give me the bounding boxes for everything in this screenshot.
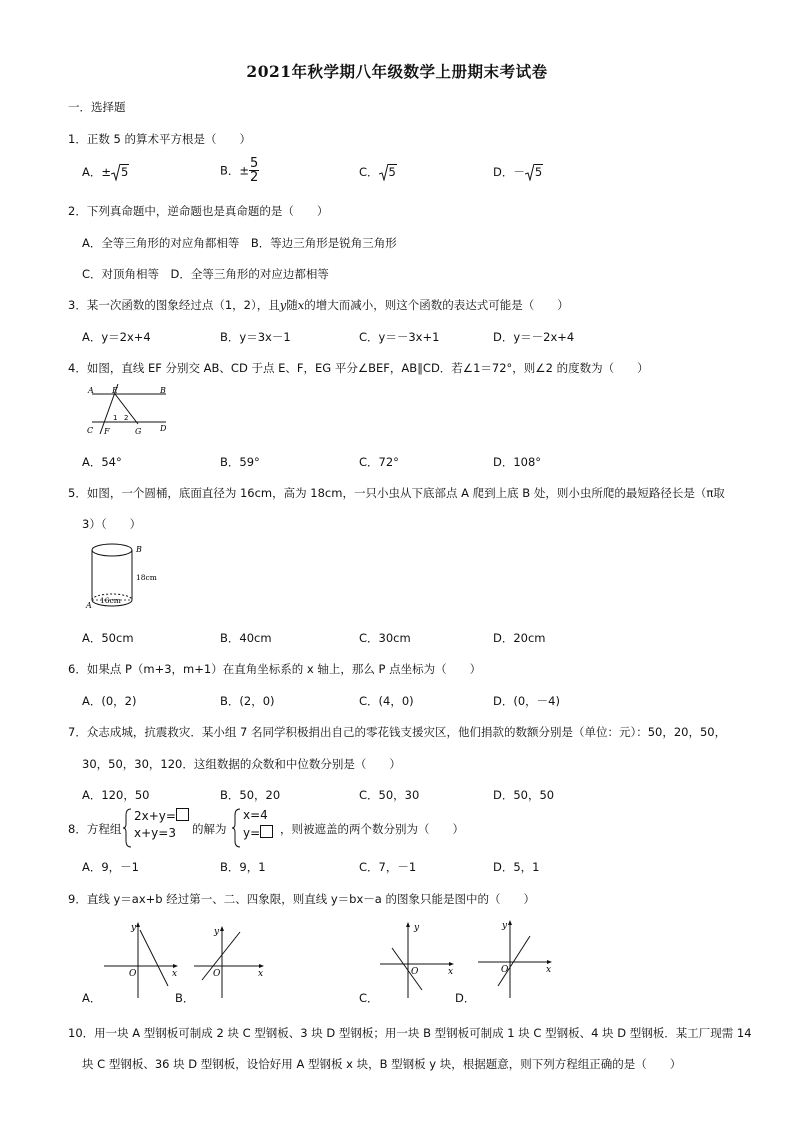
q3-var-x: x <box>297 298 305 312</box>
q7-option-d[interactable]: D．50，50 <box>493 788 555 802</box>
q4-option-a[interactable]: A．54° <box>82 455 122 469</box>
question-3 <box>68 297 569 313</box>
question-5-line-2: 3）（ ） <box>82 517 142 531</box>
q9-graph-a <box>102 918 182 998</box>
sqrt-symbol <box>111 164 129 179</box>
axis-y-label: y <box>502 921 508 931</box>
question-7-line-2: 30，50，30，120．这组数据的众数和中位数分别是（ ） <box>82 757 401 771</box>
question-5-line-1: 5．如图，一个圆桶，底面直径为 16cm，高为 18cm，一只小虫从下底部点 A 爬到上底 B 处，则小虫所爬的最短路径长是（π取 <box>68 486 725 500</box>
q2-options-ab[interactable]: A．全等三角形的对应角都相等 B．等边三角形是锐角三角形 <box>82 236 397 250</box>
q9-option-a[interactable]: A． <box>82 991 102 1005</box>
q7-option-b[interactable]: B．50，20 <box>220 788 281 802</box>
q3-text-mid: 随 <box>286 298 298 312</box>
q9-option-b[interactable]: B． <box>175 991 195 1005</box>
q7-option-a[interactable]: A．120，50 <box>82 788 150 802</box>
label-B: B <box>136 545 142 554</box>
q8-option-c[interactable]: C．7，－1 <box>359 860 417 874</box>
covered-box-icon <box>260 825 273 838</box>
origin-label: O <box>411 967 419 977</box>
fraction <box>249 157 259 184</box>
q4-option-d[interactable]: D．108° <box>493 455 542 469</box>
q9-graph-d <box>476 918 556 998</box>
q3-text-pre: 3．某一次函数的图象经过点（1，2），且 <box>68 298 280 312</box>
q9-graph-b <box>192 918 272 998</box>
q1-option-b-label: B．± <box>220 163 250 178</box>
q9-graph-c <box>378 918 458 998</box>
q9-option-c[interactable]: C． <box>359 991 379 1005</box>
q1-option-b[interactable] <box>220 157 259 184</box>
label-B: B <box>160 386 166 395</box>
q8-option-a[interactable]: A．9，－1 <box>82 860 139 874</box>
question-10-line-1: 10．用一块 A 型钢板可制成 2 块 C 型钢板、3 块 D 型钢板；用一块 B 型钢板可制成 1 块 C 型钢板、4 块 D 型钢板．某工厂现需 14 <box>68 1026 752 1040</box>
axis-y-label: y <box>131 923 137 933</box>
origin-label: O <box>501 965 509 975</box>
radical-icon <box>379 164 388 181</box>
sqrt-symbol <box>379 164 397 179</box>
label-F: F <box>104 427 110 436</box>
q8-option-d[interactable]: D．5，1 <box>493 860 540 874</box>
label-diameter: 16cm <box>100 596 121 605</box>
q2-options-cd[interactable]: C．对顶角相等 D．全等三角形的对应边都相等 <box>82 267 329 281</box>
q6-option-b[interactable]: B．(2，0) <box>220 694 275 708</box>
question-2: 2．下列真命题中，逆命题也是真命题的是（ ） <box>68 204 329 218</box>
label-E: E <box>112 386 118 395</box>
left-brace-icon <box>122 808 132 848</box>
numerator: 5 <box>250 156 259 171</box>
radical-icon <box>525 164 534 181</box>
q5-cylinder-figure <box>84 540 164 614</box>
denominator: 2 <box>250 170 259 185</box>
sqrt-symbol <box>525 164 543 179</box>
q3-option-b[interactable]: B．y＝3x－1 <box>220 330 291 344</box>
axis-x-label: x <box>448 967 454 977</box>
q1-option-a[interactable] <box>82 164 129 180</box>
label-D: D <box>160 424 167 433</box>
solution-2: y= <box>243 826 261 840</box>
left-brace-icon <box>231 808 241 848</box>
question-8-suffix: ，则被遮盖的两个数分别为（ ） <box>280 822 464 836</box>
q3-option-c[interactable]: C．y＝－3x+1 <box>359 330 440 344</box>
q1-option-c-label: C． <box>359 165 379 179</box>
question-6: 6．如果点 P（m+3，m+1）在直角坐标系的 x 轴上，那么 P 点坐标为（ ） <box>68 662 482 676</box>
label-A: A <box>88 386 94 395</box>
label-G: G <box>135 427 142 436</box>
q6-option-d[interactable]: D．(0，－4) <box>493 694 560 708</box>
question-4: 4．如图，直线 EF 分别交 AB、CD 于点 E、F，EG 平分∠BEF，AB∥CD．若∠1＝72°，则∠2 的度数为（ ） <box>68 361 649 375</box>
axis-x-label: x <box>546 965 552 975</box>
axis-x-label: x <box>172 969 178 979</box>
q9-option-d[interactable]: D． <box>455 991 476 1005</box>
q5-option-a[interactable]: A．50cm <box>82 631 134 645</box>
axis-x-label: x <box>258 969 264 979</box>
axis-y-label: y <box>214 927 220 937</box>
q5-option-d[interactable]: D．20cm <box>493 631 546 645</box>
radical-icon <box>111 164 120 181</box>
question-9: 9．直线 y＝ax+b 经过第一、二、四象限，则直线 y＝bx－a 的图象只能是图中的（ ） <box>68 892 535 906</box>
q4-option-b[interactable]: B．59° <box>220 455 260 469</box>
equation-1: 2x+y= <box>134 809 176 823</box>
label-angle-1: 1 <box>113 414 118 422</box>
q3-option-a[interactable]: A．y＝2x+4 <box>82 330 151 344</box>
q6-option-a[interactable]: A．(0，2) <box>82 694 137 708</box>
q3-var-y: y <box>279 298 287 312</box>
label-height: 18cm <box>136 573 157 582</box>
q1-option-a-label: A．± <box>82 165 112 179</box>
q1-option-c[interactable] <box>359 164 397 180</box>
page-title: 2021年秋学期八年级数学上册期末考试卷 <box>246 62 548 81</box>
origin-label: O <box>129 969 137 979</box>
q4-parallel-lines-figure <box>84 384 174 440</box>
radicand: 5 <box>388 165 396 179</box>
label-angle-2: 2 <box>124 414 129 422</box>
label-C: C <box>87 426 94 435</box>
solution-system <box>243 808 273 840</box>
q1-option-d-label: D．－ <box>493 165 525 179</box>
q6-option-c[interactable]: C．(4，0) <box>359 694 414 708</box>
axis-y-label: y <box>414 923 420 933</box>
origin-label: O <box>213 969 221 979</box>
equation-system <box>134 808 189 840</box>
q5-option-b[interactable]: B．40cm <box>220 631 272 645</box>
covered-box-icon <box>176 808 189 821</box>
question-8-prefix: 8．方程组 <box>68 822 122 836</box>
question-10-line-2: 块 C 型钢板、36 块 D 型钢板，设恰好用 A 型钢板 x 块，B 型钢板 y 块，根据题意，则下列方程组正确的是（ ） <box>82 1057 682 1071</box>
section-heading: 一．选择题 <box>68 100 126 114</box>
q4-option-c[interactable]: C．72° <box>359 455 399 469</box>
question-1: 1．正数 5 的算术平方根是（ ） <box>68 132 251 146</box>
question-7-line-1: 7．众志成城，抗震救灾．某小组 7 名同学积极捐出自己的零花钱支援灾区，他们捐款的数额分别是（单位：元）：50，20，50， <box>68 725 727 739</box>
q3-text-post: 的增大而减小，则这个函数的表达式可能是（ ） <box>304 298 569 312</box>
q1-option-d[interactable] <box>493 164 543 180</box>
radicand: 5 <box>534 165 543 179</box>
q5-option-c[interactable]: C．30cm <box>359 631 411 645</box>
q7-option-c[interactable]: C．50，30 <box>359 788 420 802</box>
label-A: A <box>86 601 92 610</box>
question-8-mid: 的解为 <box>192 822 227 836</box>
equation-2: x+y=3 <box>134 826 176 840</box>
q8-option-b[interactable]: B．9，1 <box>220 860 266 874</box>
radicand: 5 <box>121 165 129 179</box>
q3-option-d[interactable]: D．y＝－2x+4 <box>493 330 575 344</box>
solution-1: x=4 <box>243 808 268 822</box>
